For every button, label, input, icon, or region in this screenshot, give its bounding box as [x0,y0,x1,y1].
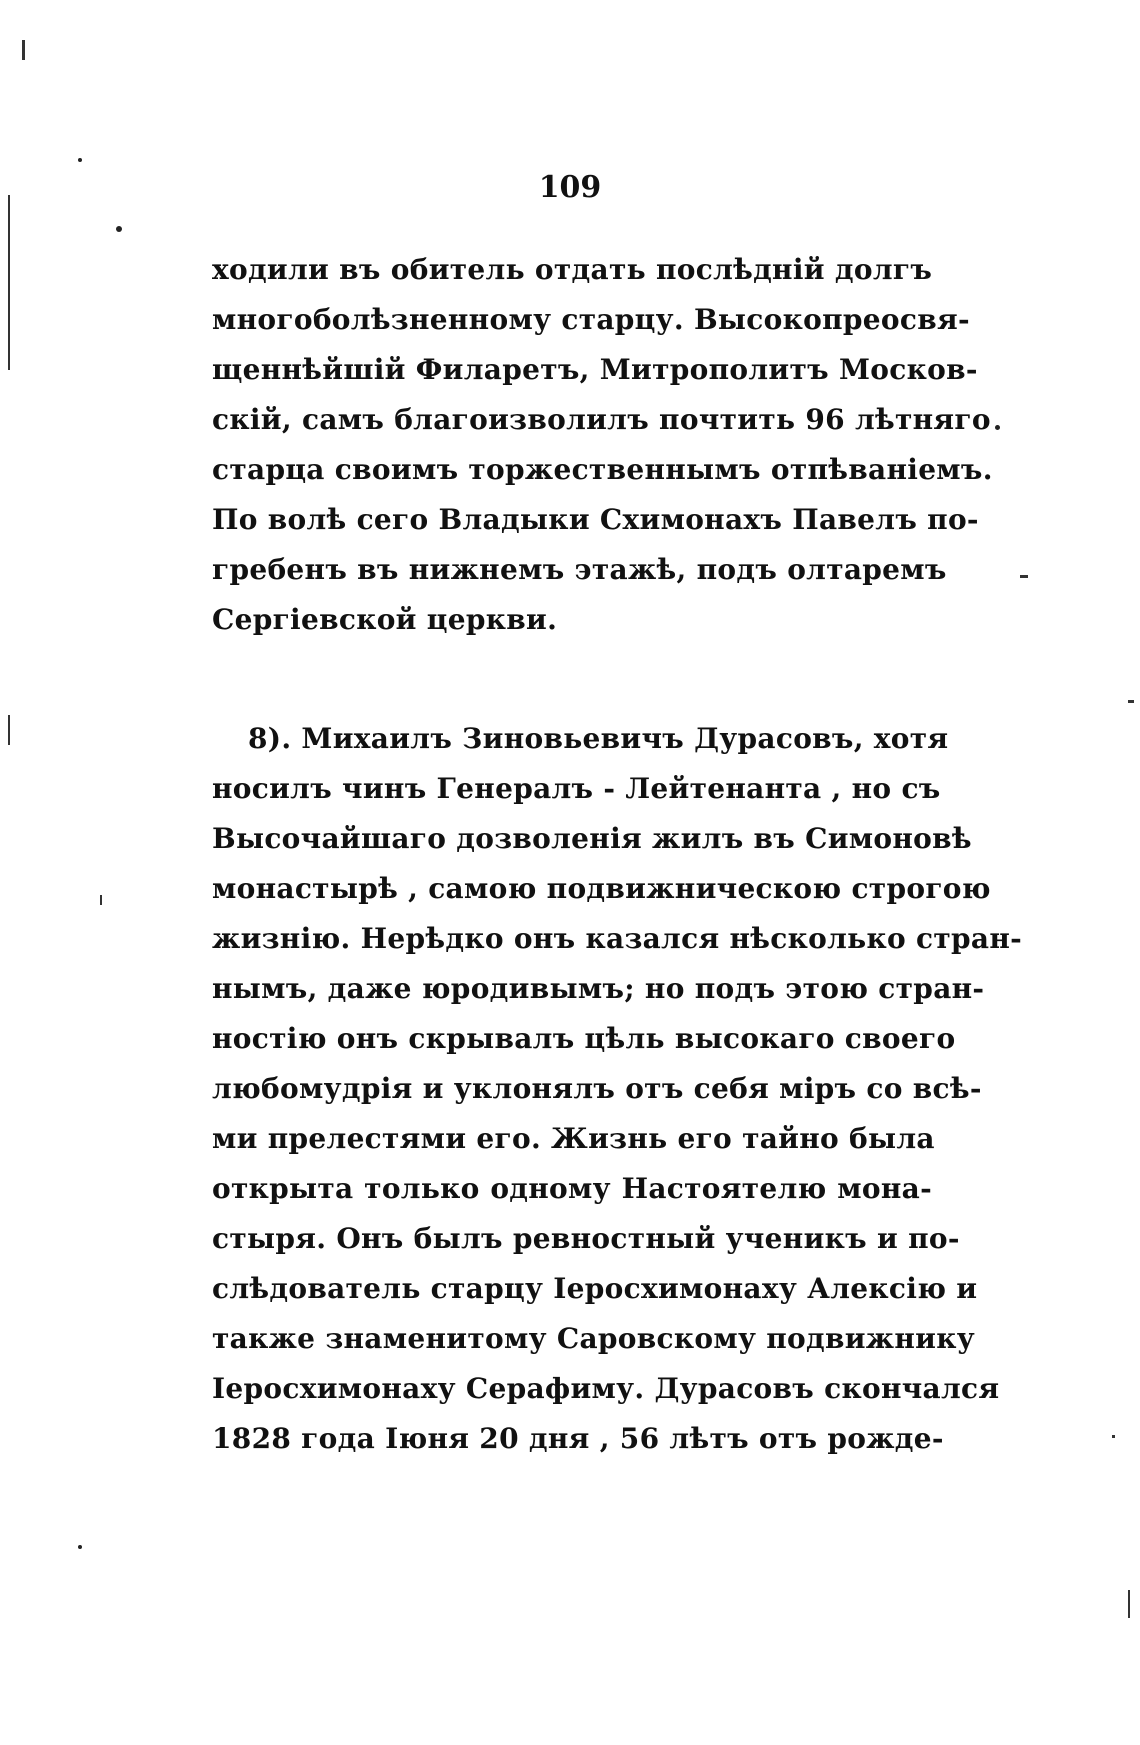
scan-mark [995,425,1000,430]
text-line: Іеросхимонаху Серафиму. Дурасовъ скончался [212,1372,1000,1405]
scan-mark [1112,1435,1115,1438]
text-line: 1828 года Іюня 20 дня , 56 лѣтъ отъ рожде- [212,1422,944,1455]
text-line: Высочайшаго дозволенія жилъ въ Симоновѣ [212,822,972,855]
scan-mark [22,40,25,60]
scan-mark [1020,575,1028,578]
scan-mark [1128,1590,1130,1618]
paragraph-1 [212,245,993,645]
text-line: носилъ чинъ Генералъ - Лейтенанта , но съ [212,772,941,805]
text-line: открыта только одному Настоятелю мона- [212,1172,932,1205]
paragraph-2 [212,714,1023,1464]
text-line: слѣдователь старцу Іеросхимонаху Алексію и [212,1272,978,1305]
text-line: 8). Михаилъ Зиновьевичъ Дурасовъ, хотя [248,722,949,755]
text-line: ностію онъ скрывалъ цѣль высокаго своего [212,1022,956,1055]
text-line: стыря. Онъ былъ ревностный ученикъ и по- [212,1222,960,1255]
scan-mark [78,158,82,162]
scan-mark [78,1545,82,1549]
text-line: гребенъ въ нижнемъ этажѣ, подъ олтаремъ [212,553,947,586]
scan-mark [1128,700,1134,703]
text-line: любомудрія и уклонялъ отъ себя міръ со всѣ- [212,1072,982,1105]
text-line: многоболѣзненному старцу. Высокопреосвя- [212,303,970,336]
text-line: скій, самъ благоизволилъ почтить 96 лѣтняго [212,403,991,436]
text-line: ходили въ обитель отдать послѣдній долгъ [212,253,933,286]
scan-mark [100,895,102,905]
text-line: Сергіевской церкви. [212,603,558,636]
scan-mark [116,226,122,232]
text-line: монастырѣ , самою подвижническою строгою [212,872,991,905]
text-line: нымъ, даже юродивымъ; но подъ этою стран- [212,972,985,1005]
text-line: ми прелестями его. Жизнь его тайно была [212,1122,935,1155]
scan-mark [8,715,10,745]
text-line: По волѣ сего Владыки Схимонахъ Павелъ по- [212,503,979,536]
text-line: щеннѣйшій Филаретъ, Митрополитъ Москов- [212,353,978,386]
scan-mark [8,195,10,370]
page-number: 109 [538,170,602,205]
text-line: жизнію. Нерѣдко онъ казался нѣсколько стран- [212,922,1023,955]
text-line: также знаменитому Саровскому подвижнику [212,1322,975,1355]
text-line: старца своимъ торжественнымъ отпѣваніемъ. [212,453,993,486]
